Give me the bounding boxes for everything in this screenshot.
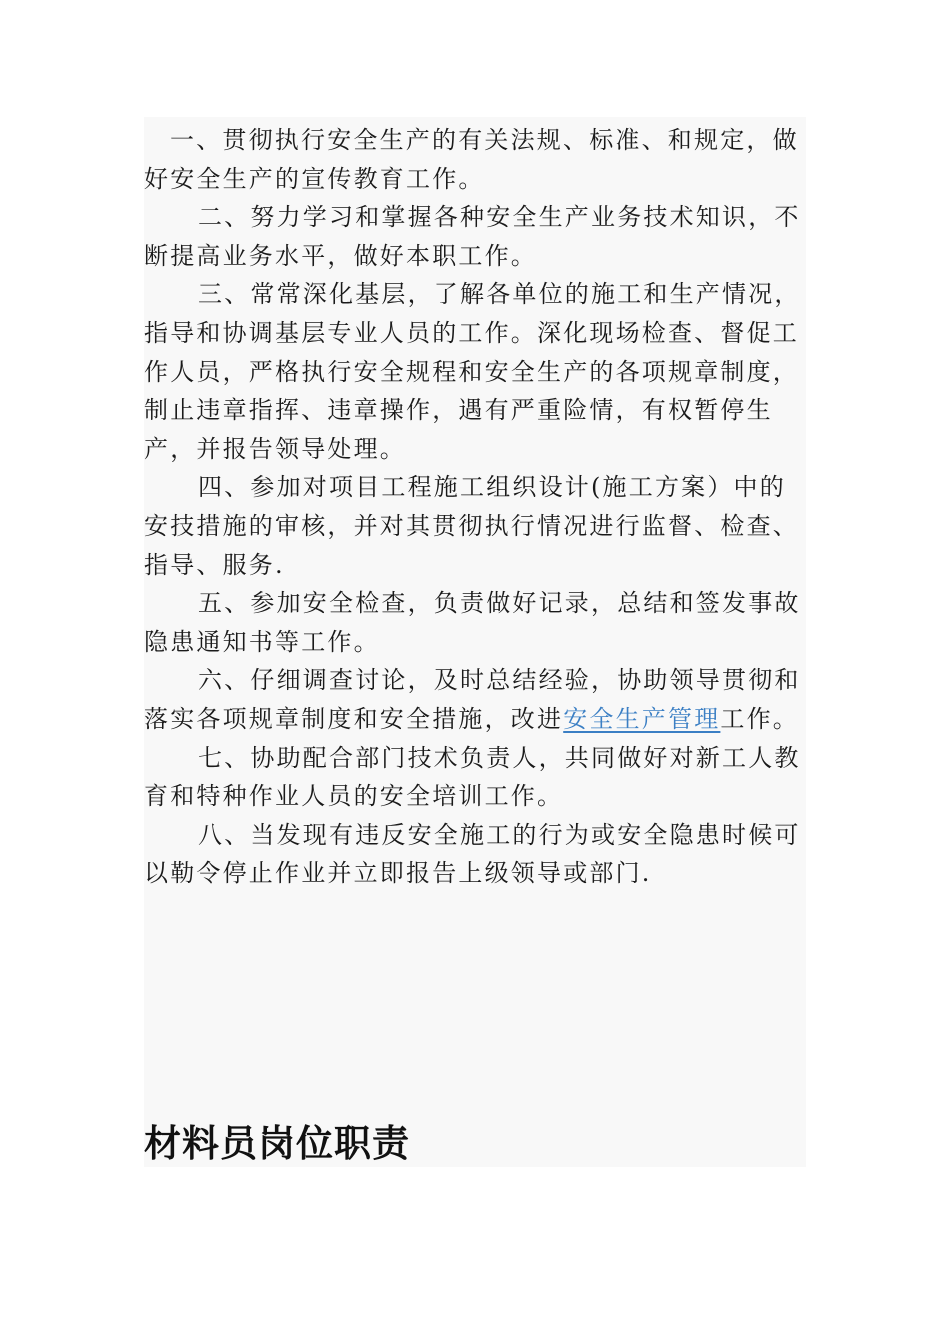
duty-item-6-text-after: 工作。 (720, 704, 800, 733)
duty-item-6-text-before: 六、仔细调查讨论，及时总结经验，协助领导贯彻和落实各项规章制度和安全措施，改进 (144, 666, 801, 733)
duty-item-6 (144, 661, 806, 738)
duty-item-7: 七、协助配合部门技术负责人，共同做好对新工人教育和特种作业人员的安全培训工作。 (144, 743, 801, 811)
safety-management-link[interactable]: 安全生产管理 (563, 704, 721, 733)
duty-item-3: 三、常常深化基层，了解各单位的施工和生产情况，指导和协调基层专业人员的工作。深化现场检查、督促工作人员，严格执行安全规程和安全生产的各项规章制度，制止违章指挥、违章操作，遇有严重险情，有权暂停生产，并报告领导处理。 (144, 280, 801, 463)
content-block (144, 117, 806, 1167)
duties-list (144, 121, 806, 893)
section-heading: 材料员岗位职责 (144, 1122, 410, 1165)
duty-item-8: 八、当发现有违反安全施工的行为或安全隐患时候可以勒令停止作业并立即报告上级领导或部门. (144, 820, 801, 888)
duty-item-1: 一、贯彻执行安全生产的有关法规、标准、和规定，做好安全生产的宣传教育工作。 (144, 126, 799, 193)
duty-item-5: 五、参加安全检查，负责做好记录，总结和签发事故隐患通知书等工作。 (144, 589, 801, 656)
duty-item-2: 二、努力学习和掌握各种安全生产业务技术知识，不断提高业务水平，做好本职工作。 (144, 203, 801, 270)
duty-item-4: 四、参加对项目工程施工组织设计(施工方案）中的安技措施的审核，并对其贯彻执行情况进行监督、检查、指导、服务. (144, 473, 799, 579)
